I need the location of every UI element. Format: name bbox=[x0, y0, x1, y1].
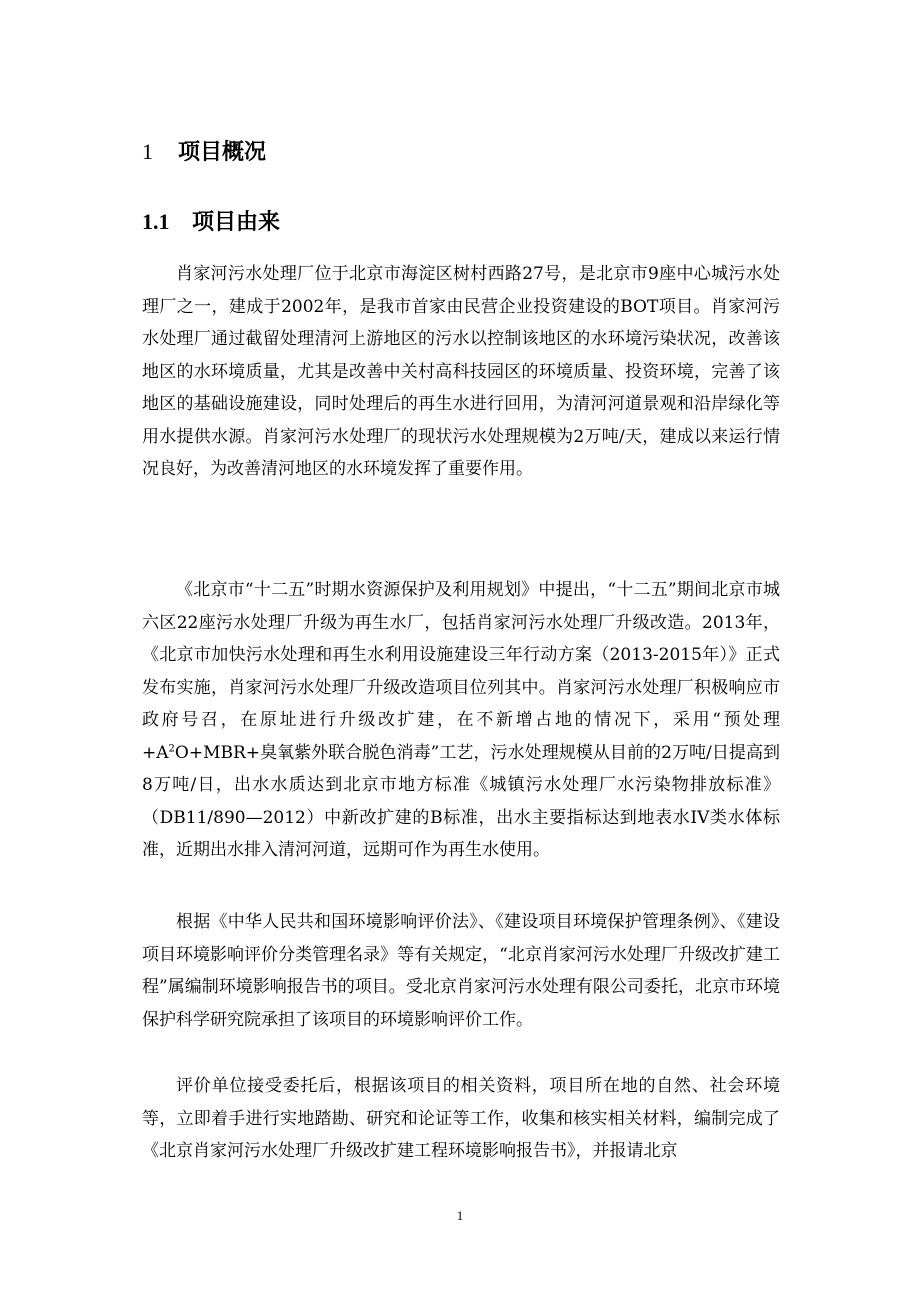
page-number: 1 bbox=[456, 1208, 464, 1223]
paragraph-2 bbox=[142, 574, 780, 867]
section-heading bbox=[142, 134, 266, 170]
paragraph-3: 根据《中华人民共和国环境影响评价法》、《建设项目环境保护管理条例》、《建设项目环境影响评价分类管理名录》等有关规定，“北京肖家河污水处理厂升级改扩建工程”属编制环境影响报告书的项目。受北京肖家河污水处理有限公司委托，北京市环境保护科学研究院承担了该项目的环境影响评价工作。 bbox=[142, 912, 780, 1030]
superscript-two: 2 bbox=[168, 742, 175, 754]
section-title: 项目概况 bbox=[178, 139, 267, 165]
paragraph-2-part-2: O+MBR+臭氧紫外联合脱色消毒”工艺，污水处理规模从目前的2万吨/日提高到8万吨/日，出水水质达到北京市地方标准《城镇污水处理厂水污染物排放标准》（DB11/890—2012）中新改扩建的B标准，出水主要指标达到地表水IV类水体标准，近期出水排入清河河道，远期可作为再生水使用。 bbox=[142, 742, 780, 860]
paragraph-4: 评价单位接受委托后，根据该项目的相关资料，项目所在地的自然、社会环境等，立即着手进行实地踏勘、研究和论证等工作，收集和核实相关材料，编制完成了《北京肖家河污水处理厂升级改扩建工程环境影响报告书》，并报请北京 bbox=[142, 1076, 780, 1161]
subsection-title: 项目由来 bbox=[192, 209, 281, 235]
section-number: 1 bbox=[142, 139, 153, 164]
subsection-heading bbox=[142, 204, 280, 240]
subsection-number: 1.1 bbox=[142, 209, 170, 234]
paragraph-1: 肖家河污水处理厂位于北京市海淀区树村西路27号，是北京市9座中心城污水处理厂之一，建成于2002年，是我市首家由民营企业投资建设的BOT项目。肖家河污水处理厂通过截留处理清河上游地区的污水以控制该地区的水环境污染状况，改善该地区的水环境质量，尤其是改善中关村高科技园区的环境质量、投资环境，完善了该地区的基础设施建设，同时处理后的再生水进行回用，为清河河道景观和沿岸绿化等用水提供水源。肖家河污水处理厂的现状污水处理规模为2万吨/天，建成以来运行情况良好，为改善清河地区的水环境发挥了重要作用。 bbox=[142, 264, 780, 479]
paragraph-2-part-1: 《北京市“十二五”时期水资源保护及利用规划》中提出，“十二五”期间北京市城六区22座污水处理厂升级为再生水厂，包括肖家河污水处理厂升级改造。2013年，《北京市加快污水处理和再生水利用设施建设三年行动方案（2013-2015年）》正式发布实施，肖家河污水处理厂升级改造项目位列其中。肖家河污水处理厂积极响应市政府号召，在原址进行升级改扩建，在不新增占地的情况下，采用“预处理+A bbox=[142, 580, 780, 763]
